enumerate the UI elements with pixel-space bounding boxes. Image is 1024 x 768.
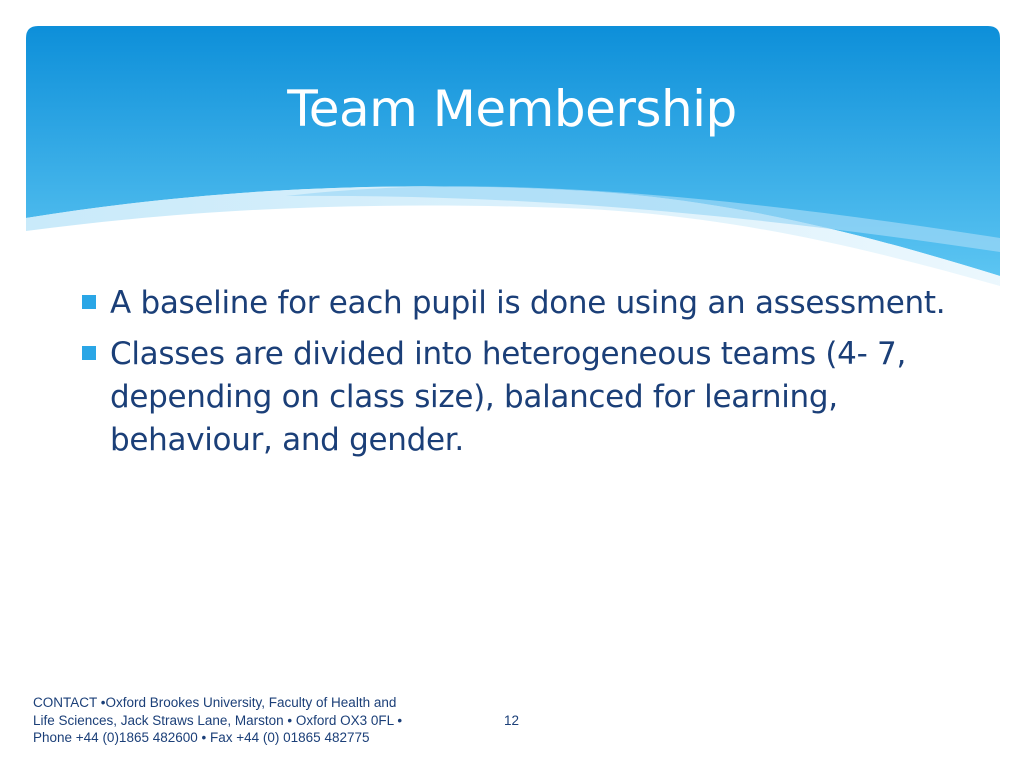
- header-wave-band: [26, 26, 1000, 286]
- page-number: 12: [504, 713, 520, 728]
- square-bullet-icon: [82, 295, 96, 309]
- bullet-list: [80, 282, 980, 470]
- footer-contact-info: CONTACT •Oxford Brookes University, Faculty of Health and Life Sciences, Jack Straws Lane, Marston • Oxford OX3 0FL • Phone +44 (0)1865 482600 • Fax +44 (0) 01865 482775: [33, 695, 403, 745]
- square-bullet-icon: [82, 346, 96, 360]
- bullet-text: Classes are divided into heterogeneous teams (4- 7, depending on class size), balanced for learning, behaviour, and gender.: [110, 336, 907, 458]
- bullet-text: A baseline for each pupil is done using an assessment.: [110, 285, 946, 321]
- bullet-item: [80, 282, 980, 325]
- header-wave-graphic: [26, 26, 1000, 286]
- bullet-item: [80, 333, 980, 462]
- slide-title: Team Membership: [287, 80, 737, 138]
